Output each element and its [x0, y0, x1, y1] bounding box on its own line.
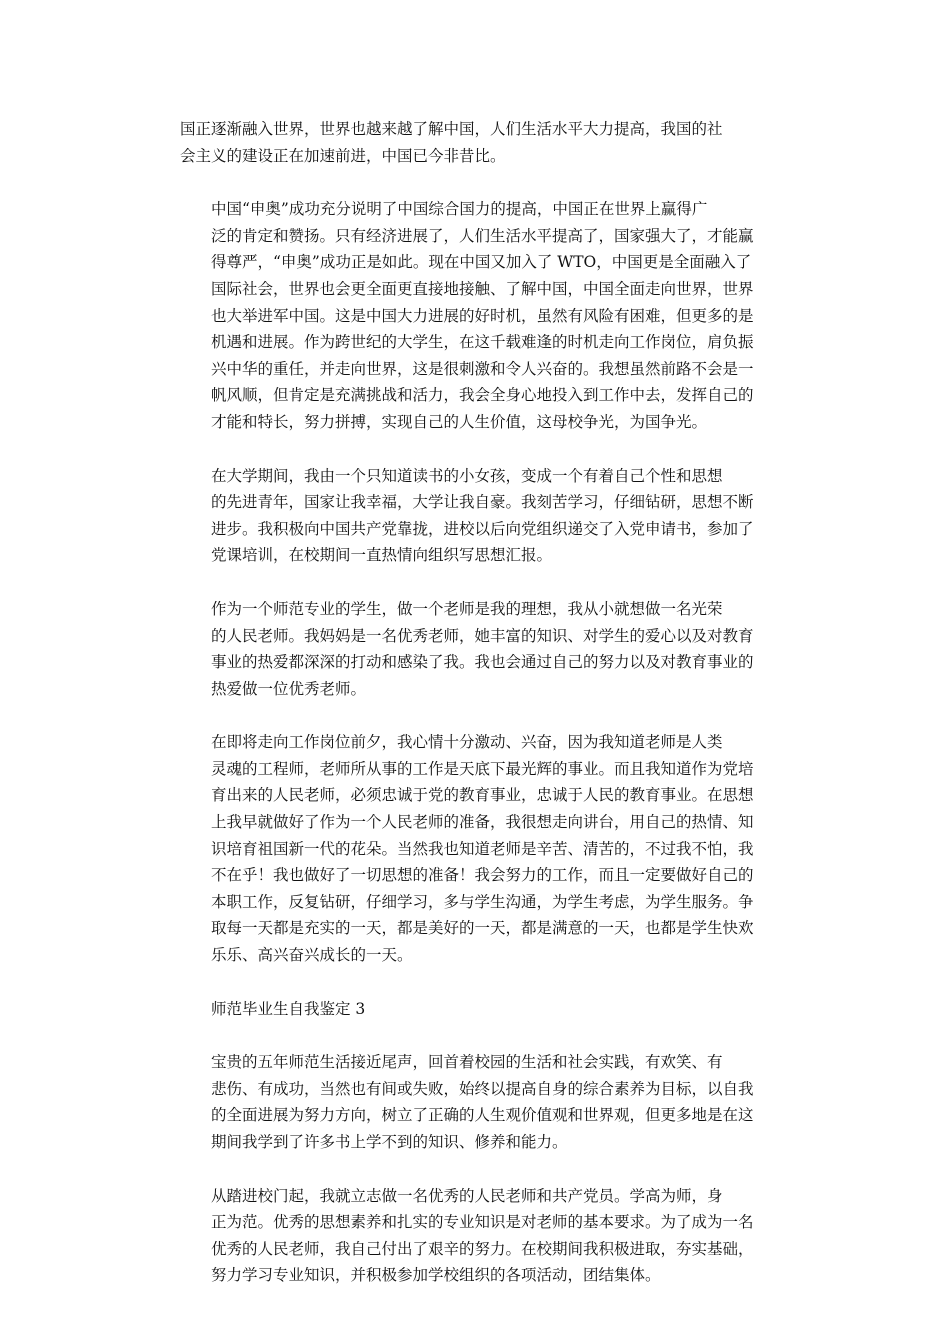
paragraph — [180, 1049, 775, 1155]
text-line: 努力学习专业知识，并积极参加学校组织的各项活动，团结集体。 — [211, 1266, 661, 1285]
document-body — [180, 116, 775, 1316]
text-line: 宝贵的五年师范生活接近尾声，回首着校园的生活和社会实践，有欢笑、有 — [211, 1053, 723, 1072]
text-line: 正为范。优秀的思想素养和扎实的专业知识是对老师的基本要求。为了成为一名 — [211, 1213, 754, 1232]
text-line: 的全面进展为努力方向，树立了正确的人生观价值观和世界观，但更多地是在这 — [211, 1106, 754, 1125]
text-line: 期间我学到了许多书上学不到的知识、修养和能力。 — [211, 1133, 568, 1151]
text-line: 的先进青年，国家让我幸福，大学让我自豪。我刻苦学习，仔细钻研，思想不断 — [211, 493, 754, 512]
section-heading — [180, 996, 775, 1023]
text-line: 帆风顺，但肯定是充满挑战和活力，我会全身心地投入到工作中去，发挥自己的 — [211, 386, 754, 405]
text-line: 不在乎！我也做好了一切思想的准备！我会努力的工作，而且一定要做好自己的 — [211, 866, 754, 885]
text-line: 上我早就做好了作为一个人民老师的准备，我很想走向讲台，用自己的热情、知 — [211, 813, 754, 832]
text-line: 优秀的人民老师，我自己付出了艰辛的努力。在校期间我积极进取，夯实基础， — [211, 1239, 754, 1258]
text-line: 在即将走向工作岗位前夕，我心情十分激动、兴奋，因为我知道老师是人类 — [211, 733, 723, 752]
text-line: 育出来的人民老师，必须忠诚于党的教育事业，忠诚于人民的教育事业。在思想 — [211, 786, 754, 805]
text-line: 兴中华的重任，并走向世界，这是很刺激和令人兴奋的。我想虽然前路不会是一 — [211, 359, 754, 378]
text-line: 国正逐渐融入世界，世界也越来越了解中国，人们生活水平大力提高，我国的社 — [180, 120, 723, 138]
text-line: 会主义的建设正在加速前进，中国已今非昔比。 — [180, 146, 506, 165]
text-line: 悲伤、有成功，当然也有间或失败，始终以提高自身的综合素养为目标，以自我 — [211, 1079, 754, 1098]
paragraph — [180, 729, 775, 968]
text-line: 中国“申奥”成功充分说明了中国综合国力的提高，中国正在世界上赢得广 — [211, 200, 708, 219]
text-line: 作为一个师范专业的学生，做一个老师是我的理想，我从小就想做一名光荣 — [211, 599, 723, 618]
text-line: 乐乐、高兴奋兴成长的一天。 — [211, 946, 413, 965]
text-line: 从踏进校门起，我就立志做一名优秀的人民老师和共产党员。学高为师，身 — [211, 1186, 723, 1205]
paragraph — [180, 116, 775, 169]
text-line: 进步。我积极向中国共产党靠拢，进校以后向党组织递交了入党申请书，参加了 — [211, 519, 754, 538]
text-line: 取每一天都是充实的一天，都是美好的一天，都是满意的一天，也都是学生快欢 — [211, 919, 754, 938]
text-line: 识培育祖国新一代的花朵。当然我也知道老师是辛苦、清苦的，不过我不怕，我 — [211, 839, 754, 858]
text-line: 热爱做一位优秀老师。 — [211, 679, 367, 698]
paragraph — [180, 463, 775, 569]
text-line: 的人民老师。我妈妈是一名优秀老师，她丰富的知识、对学生的爱心以及对教育 — [211, 626, 754, 645]
text-line: 灵魂的工程师，老师所从事的工作是天底下最光辉的事业。而且我知道作为党培 — [211, 759, 754, 778]
text-line: 本职工作，反复钻研，仔细学习，多与学生沟通，为学生考虑，为学生服务。争 — [211, 892, 754, 911]
text-line: 也大举进军中国。这是中国大力进展的好时机，虽然有风险有困难，但更多的是 — [211, 306, 754, 325]
text-line: 在大学期间，我由一个只知道读书的小女孩，变成一个有着自己个性和思想 — [211, 466, 723, 485]
text-line: 国际社会，世界也会更全面更直接地接触、了解中国，中国全面走向世界，世界 — [211, 279, 754, 298]
text-line: 党课培训，在校期间一直热情向组织写思想汇报。 — [211, 546, 553, 565]
text-line: 得尊严，“申奥”成功正是如此。现在中国又加入了 WTO，中国更是全面融入了 — [211, 253, 752, 272]
text-line: 师范毕业生自我鉴定 3 — [211, 999, 366, 1018]
text-line: 才能和特长，努力拼搏，实现自己的人生价值，这母校争光，为国争光。 — [211, 412, 708, 431]
paragraph — [180, 1183, 775, 1289]
text-line: 泛的肯定和赞扬。只有经济进展了，人们生活水平提高了，国家强大了，才能赢 — [211, 226, 754, 245]
paragraph — [180, 196, 775, 435]
text-line: 机遇和进展。作为跨世纪的大学生，在这千载难逢的时机走向工作岗位，肩负振 — [211, 333, 754, 352]
paragraph — [180, 596, 775, 702]
text-line: 事业的热爱都深深的打动和感染了我。我也会通过自己的努力以及对教育事业的 — [211, 653, 754, 672]
